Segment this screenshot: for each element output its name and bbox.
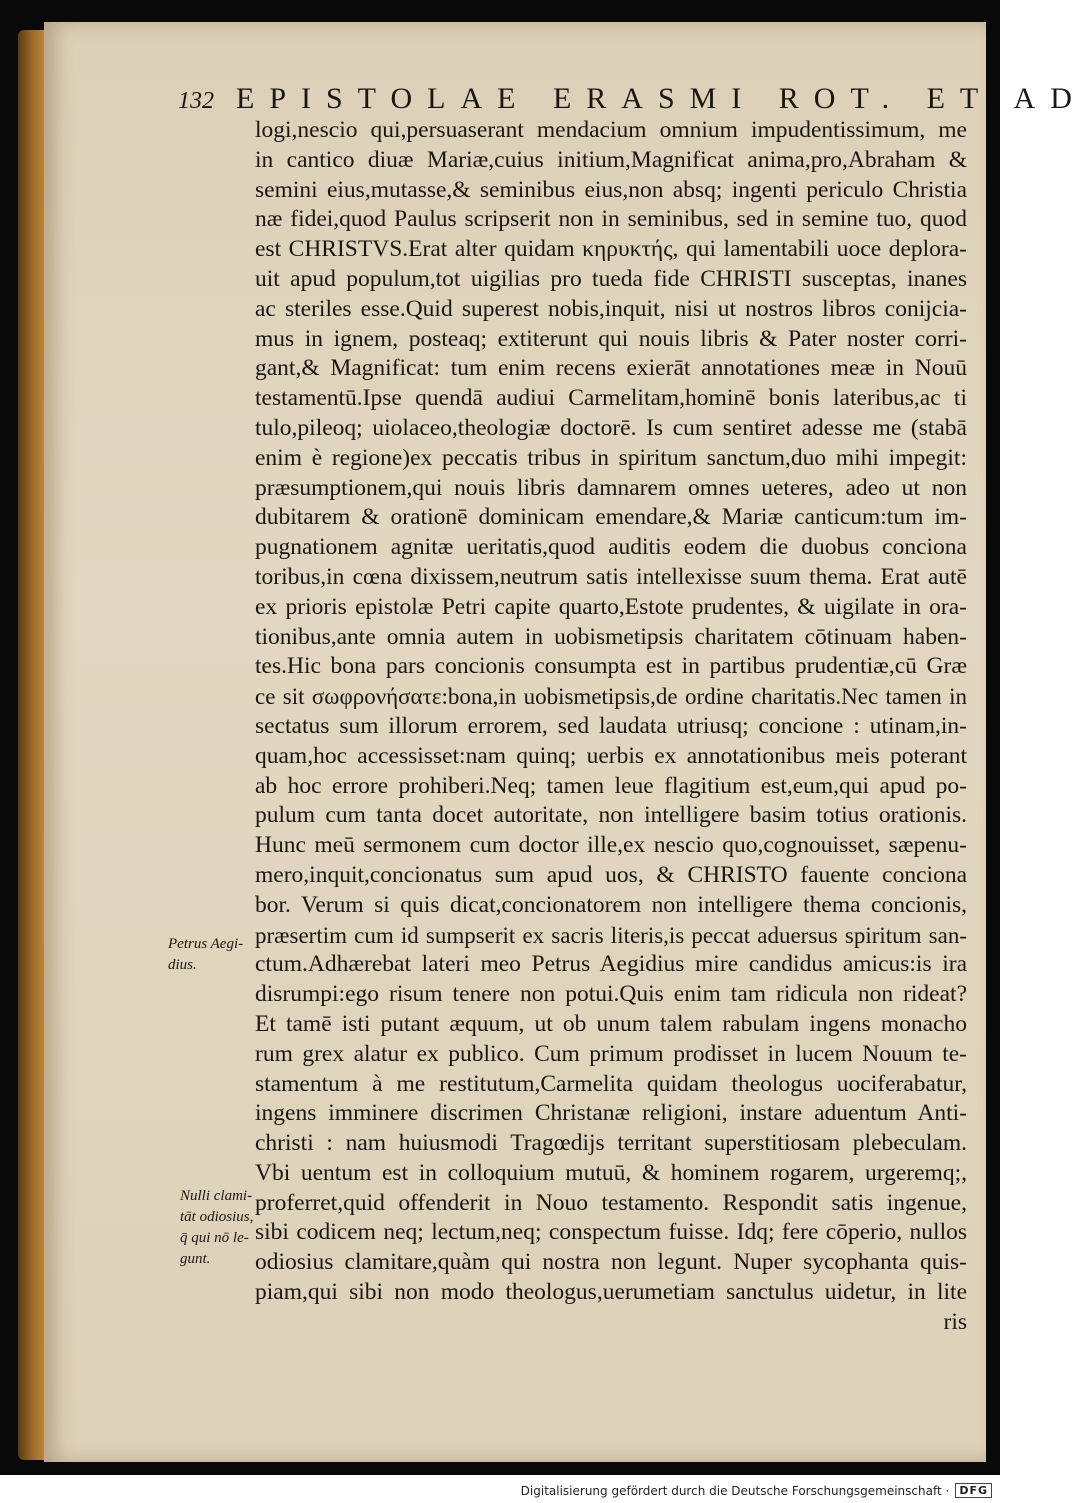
margin-note-line: dius. [168, 957, 197, 973]
text-line: ctum.Adhærebat lateri meo Petrus Aegidius mire candidus amicus:is ira [255, 951, 967, 978]
text-line: ab hoc errore prohiberi.Neq; tamen leue flagitium est,eum,qui apud po- [255, 772, 967, 799]
text-line: quam,hoc accessisset:nam quinq; uerbis ex annotationibus meis poterant [255, 742, 967, 769]
text-line: ac steriles esse.Quid superest nobis,inquit, nisi ut nostros libros conijcia- [255, 295, 967, 322]
text-line: in cantico diuæ Mariæ,cuius initium,Magnificat anima,pro,Abraham & [255, 146, 967, 173]
text-line: rum grex alatur ex publico. Cum primum prodisset in lucem Nouum te- [255, 1040, 967, 1067]
text-line: proferret,quid offenderit in Nouo testamento. Respondit satis ingenue, [255, 1189, 967, 1216]
margin-note-line: Petrus Aegi- [168, 936, 244, 952]
text-line: pugnationem agnitæ ueritatis,quod auditis eodem die duobus conciona [255, 534, 967, 561]
text-line: logi,nescio qui,persuaserant mendacium omnium impudentissimum, me [255, 117, 967, 143]
text-line: ingens imminere discrimen Christanæ religioni, instare aduentum Anti- [255, 1100, 967, 1127]
text-line: sectatus sum illorum errorem, sed laudata utriusq; concione : utinam,in- [255, 712, 967, 739]
text-line: dubitarem & orationē dominicam emendare,& Mariæ canticum:tum im- [255, 504, 967, 531]
text-line: bor. Verum si quis dicat,concionatorem non intelligere thema concionis, [255, 891, 967, 918]
text-line: Vbi uentum est in colloquium mutuū, & hominem rogarem, urgeremq;, [255, 1159, 967, 1186]
page-number: 132 [178, 88, 214, 114]
text-line: Hunc meū sermonem cum doctor ille,ex nescio quo,cognouisset, sæpenu- [255, 832, 967, 859]
text-line: mero,inquit,concionatus sum apud uos, & CHRISTO fauente conciona [255, 861, 967, 888]
margin-note-line: Nulli clami- [180, 1188, 253, 1204]
text-line: enim è regione)ex peccatis tribus in spiritum sanctum,duo mihi impegit: [255, 444, 967, 471]
text-line: sibi codicem neq; lectum,neq; conspectum fuisse. Idq; fere cōperio, nullos [255, 1219, 967, 1246]
funding-note: Digitalisierung gefördert durch die Deutsche Forschungsgemeinschaft · [520, 1483, 950, 1498]
footer-bar [0, 1478, 1000, 1503]
text-line: uit apud populum,tot uigilias pro tueda fide CHRISTI susceptas, inanes [255, 265, 967, 292]
margin-note-nulli [180, 1186, 260, 1270]
margin-note-line: gunt. [180, 1251, 211, 1267]
running-head: EPISTOLAE ERASMI ROT. ET AD [236, 82, 1087, 115]
text-line: semini eius,mutasse,& seminibus eius,non absq; ingenti periculo Christia [255, 176, 967, 203]
text-line: Et tamē isti putant æquum, ut ob unum talem rabulam ingens monacho [255, 1010, 967, 1037]
text-line: ce sit σωφρονήσατε:bona,in uobismetipsis,de ordine charitatis.Nec tamen in [255, 684, 967, 710]
text-line: præsertim cum id sumpserit ex sacris literis,is peccat aduersus spiritum san- [255, 922, 967, 948]
text-line: ris [943, 1308, 967, 1335]
text-line: est CHRISTVS.Erat alter quidam κηρυκτής, qui lamentabili uoce deplora- [255, 236, 967, 263]
margin-note-line: q̄ qui nō le- [180, 1230, 249, 1246]
page-header [178, 82, 1087, 116]
text-line: disrumpi:ego risum tenere non potui.Quis enim tam ridicula non rideat? [255, 981, 967, 1008]
text-line: christi : nam huiusmodi Tragœdijs territant superstitiosam plebeculam. [255, 1130, 967, 1157]
text-line: tionibus,ante omnia autem in uobismetipsis charitatem cōtinuam haben- [255, 623, 967, 650]
text-line: næ fidei,quod Paulus scripserit non in seminibus, sed in semine tuo, quod [255, 206, 967, 233]
text-line: ex prioris epistolæ Petri capite quarto,Estote prudentes, & uigilate in ora- [255, 593, 967, 620]
margin-note-line: tāt odiosius, [180, 1209, 254, 1225]
text-line: pulum cum tanta docet autoritate, non intelligere basim totius orationis. [255, 802, 967, 829]
margin-note-petrus [168, 934, 258, 976]
text-line: mus in ignem, posteaq; extiterunt qui nouis libris & Pater noster corri- [255, 325, 967, 352]
text-line: toribus,in cœna dixissem,neutrum satis intellexisse suum thema. Erat autē [255, 563, 967, 590]
body-text [255, 116, 967, 1338]
text-line: piam,qui sibi non modo theologus,uerumetiam sanctulus uidetur, in lite [255, 1279, 967, 1306]
dfg-logo: DFG [955, 1483, 992, 1498]
text-line: testamentū.Ipse quendā audiui Carmelitam,hominē bonis lateribus,ac ti [255, 385, 967, 412]
text-line: præsumptionem,qui nouis libris damnarem omnes ueteres, adeo ut non [255, 474, 967, 501]
text-line: tes.Hic bona pars concionis consumpta est in partibus prudentiæ,cū Græ [255, 653, 967, 680]
text-line: gant,& Magnificat: tum enim recens exierāt annotationes meæ in Nouū [255, 355, 967, 382]
text-line: stamentum à me restitutum,Carmelita quidam theologus uociferabatur, [255, 1070, 967, 1097]
text-line: tulo,pileoq; uiolaceo,theologiæ doctorē. Is cum sentiret adesse me (stabā [255, 414, 967, 441]
text-line: odiosius clamitare,quàm qui nostra non legunt. Nuper sycophanta quis- [255, 1249, 967, 1276]
